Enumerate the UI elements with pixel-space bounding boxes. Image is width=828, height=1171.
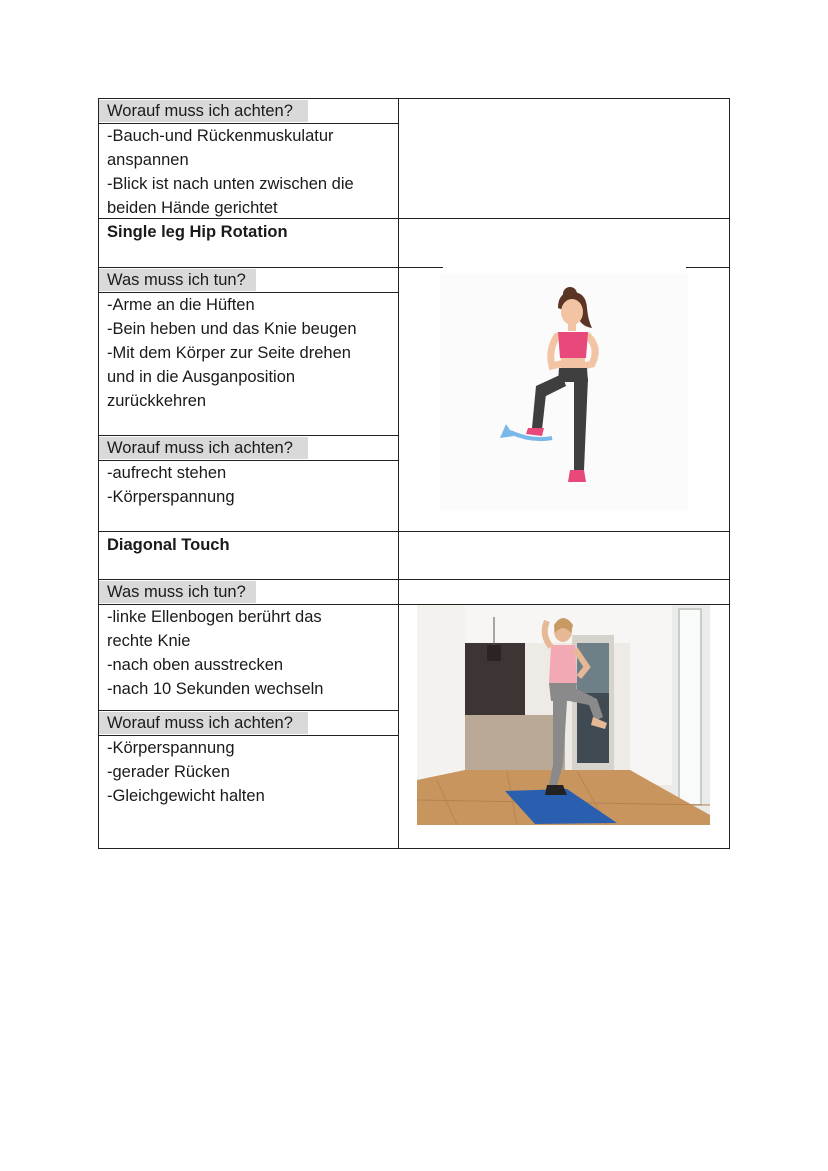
todo-heading: Was muss ich tun? [107, 271, 246, 289]
list-item: anspannen [107, 151, 189, 169]
todo-list [107, 293, 392, 413]
exercise-photo [417, 605, 710, 825]
exercise-title: Single leg Hip Rotation [107, 223, 288, 241]
todo-heading: Was muss ich tun? [107, 583, 246, 601]
list-item: -Bauch-und Rückenmuskulatur [107, 127, 334, 145]
attention-list [107, 461, 392, 509]
list-item: -Gleichgewicht halten [107, 787, 265, 805]
list-item: -Körperspannung [107, 488, 235, 506]
woman-diagonal-touch-icon [417, 605, 710, 825]
list-item: -linke Ellenbogen berührt das [107, 608, 322, 626]
list-item: -nach 10 Sekunden wechseln [107, 680, 324, 698]
list-item: -Bein heben und das Knie beugen [107, 320, 357, 338]
list-item: -Blick ist nach unten zwischen die [107, 175, 354, 193]
exercise-table [98, 98, 730, 849]
list-item: -gerader Rücken [107, 763, 230, 781]
list-item: und in die Ausganposition [107, 368, 296, 386]
attention-list [107, 736, 392, 808]
list-item: beiden Hände gerichtet [107, 199, 278, 217]
list-item: -aufrecht stehen [107, 464, 227, 482]
list-item: -Arme an die Hüften [107, 296, 255, 314]
attention-heading: Worauf muss ich achten? [107, 439, 293, 457]
list-item: -Mit dem Körper zur Seite drehen [107, 344, 351, 362]
woman-high-knee-icon [440, 274, 688, 510]
attention-heading: Worauf muss ich achten? [107, 102, 293, 120]
list-item: -nach oben ausstrecken [107, 656, 284, 674]
list-item: zurückkehren [107, 392, 207, 410]
exercise-title: Diagonal Touch [107, 536, 230, 554]
list-item: -Körperspannung [107, 739, 235, 757]
exercise-illustration [440, 274, 688, 510]
attention-heading: Worauf muss ich achten? [107, 714, 293, 732]
attention-list [107, 124, 392, 220]
list-item: rechte Knie [107, 632, 191, 650]
todo-list [107, 605, 392, 701]
